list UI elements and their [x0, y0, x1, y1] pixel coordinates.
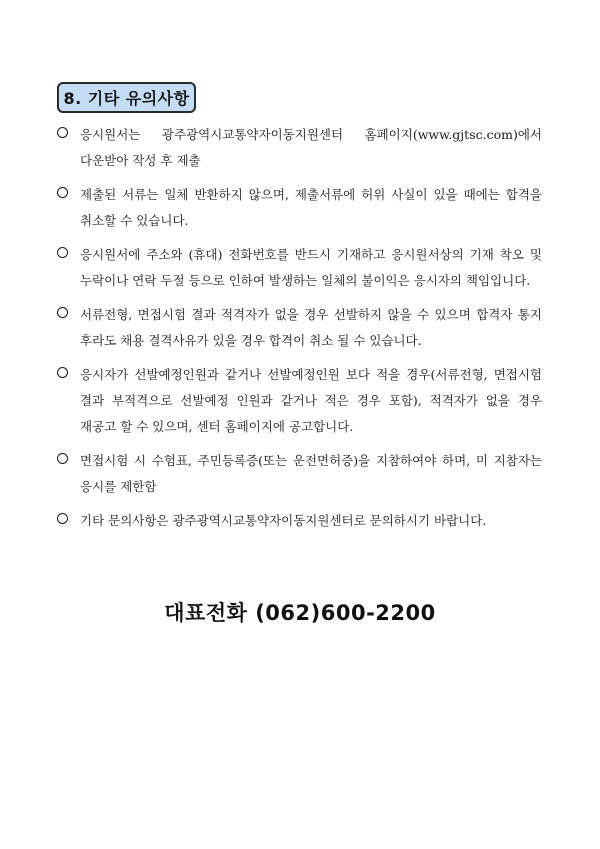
representative-phone: 대표전화 (062)600-2200 [164, 601, 436, 625]
notice-text: 기타 문의사항은 광주광역시교통약자이동지원센터로 문의하시기 바랍니다. [80, 513, 487, 528]
notice-item [0, 302, 600, 354]
notice-list [0, 122, 600, 542]
notice-text: 응시자가 선발예정인원과 같거나 선발예정인원 보다 적을 경우(서류전형, 면접시험 결과 부적격으로 선발예정 인원과 같거나 적은 경우 포함), 적격자가 없을 경우 재공고 할 수 있으며, 센터 홈페이지에 공고합니다. [80, 367, 542, 434]
notice-item [0, 508, 600, 534]
circle-bullet-icon [57, 187, 68, 198]
section-heading-badge [57, 82, 196, 113]
notice-item [0, 242, 600, 294]
circle-bullet-icon [57, 453, 68, 464]
notice-text: 응시원서에 주소와 (휴대) 전화번호를 반드시 기재하고 응시원서상의 기재 착오 및 누락이나 연락 두절 등으로 인하여 발생하는 일체의 불이익은 응시자의 책임입니다. [80, 247, 542, 288]
circle-bullet-icon [57, 307, 68, 318]
circle-bullet-icon [57, 367, 68, 378]
circle-bullet-icon [57, 513, 68, 524]
notice-text: 서류전형, 면접시험 결과 적격자가 없을 경우 선발하지 않을 수 있으며 합격자 통지 후라도 채용 결격사유가 있을 경우 합격이 취소 될 수 있습니다. [80, 307, 542, 348]
circle-bullet-icon [57, 247, 68, 258]
notice-text: 제출된 서류는 일체 반환하지 않으며, 제출서류에 허위 사실이 있을 때에는 합격을 취소할 수 있습니다. [80, 187, 542, 228]
section-title: 8. 기타 유의사항 [63, 89, 190, 108]
notice-item [0, 362, 600, 440]
notice-text: 응시원서는 광주광역시교통약자이동지원센터 홈페이지(www.gjtsc.com)에서 다운받아 작성 후 제출 [80, 127, 542, 168]
notice-item [0, 122, 600, 174]
circle-bullet-icon [57, 127, 68, 138]
notice-text: 면접시험 시 수험표, 주민등록증(또는 운전면허증)을 지참하여야 하며, 미 지참자는 응시를 제한함 [80, 453, 542, 494]
notice-item [0, 448, 600, 500]
notice-item [0, 182, 600, 234]
